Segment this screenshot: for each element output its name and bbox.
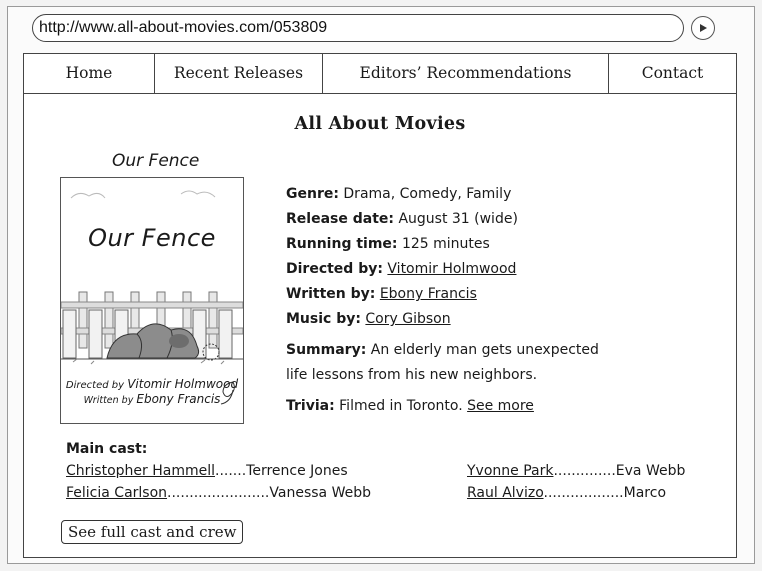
cast-actor-link[interactable]: Felicia Carlson — [66, 485, 168, 501]
genre-value: Drama, Comedy, Family — [343, 186, 512, 202]
directed-by-line: Directed by: Vitomir Holmwood — [286, 261, 517, 277]
music-by-line: Music by: Cory Gibson — [286, 311, 451, 327]
director-link[interactable]: Vitomir Holmwood — [387, 261, 517, 277]
cast-role: Eva Webb — [615, 463, 686, 479]
cast-actor-link[interactable]: Christopher Hammell — [66, 463, 215, 479]
movie-title: Our Fence — [112, 151, 200, 171]
cast-row: Christopher Hammell.......Terrence Jones — [66, 463, 348, 479]
trivia: Trivia: Filmed in Toronto. See more — [286, 398, 534, 414]
cast-row: Yvonne Park..............Eva Webb — [467, 463, 686, 479]
summary-text-1: An elderly man gets unexpected — [370, 342, 599, 358]
cast-role: Marco — [623, 485, 667, 501]
nav-editors-recommendations[interactable]: Editors’ Recommendations — [323, 54, 609, 93]
cast-actor-link[interactable]: Raul Alvizo — [467, 485, 544, 501]
site-title: All About Movies — [294, 114, 466, 134]
cast-row: Felicia Carlson.......................Vanessa Webb — [66, 485, 371, 501]
nav-recent-releases[interactable]: Recent Releases — [155, 54, 323, 93]
nav-home[interactable]: Home — [24, 54, 155, 93]
running-time-value: 125 minutes — [401, 236, 490, 252]
movie-poster — [60, 177, 244, 424]
trivia-text: Filmed in Toronto. — [339, 398, 463, 414]
nav-contact[interactable]: Contact — [641, 64, 704, 82]
cast-role: Terrence Jones — [246, 463, 348, 479]
play-icon — [698, 23, 708, 33]
poster-director-credit: Directed by Vitomir Holmwood — [65, 377, 239, 391]
running-time-line: Running time: 125 minutes — [286, 236, 490, 252]
poster-title: Our Fence — [88, 224, 216, 252]
summary-text-2: life lessons from his new neighbors. — [286, 367, 538, 383]
summary: Summary: An elderly man gets unexpected life lessons from his new neighbors. — [286, 338, 726, 388]
composer-link[interactable]: Cory Gibson — [365, 311, 451, 327]
cast-role: Vanessa Webb — [269, 485, 371, 501]
cast-actor-link[interactable]: Yvonne Park — [467, 463, 554, 479]
movie-info — [286, 182, 726, 419]
see-more-link[interactable]: See more — [467, 398, 534, 414]
see-full-cast-button[interactable]: See full cast and crew — [61, 520, 243, 544]
main-cast — [66, 438, 726, 501]
written-by-line: Written by: Ebony Francis — [286, 286, 477, 302]
release-date-value: August 31 (wide) — [398, 211, 518, 227]
poster-writer-credit: Written by Ebony Francis — [83, 392, 221, 406]
cast-row: Raul Alvizo..................Marco — [467, 485, 667, 501]
writer-link[interactable]: Ebony Francis — [379, 286, 477, 302]
address-bar[interactable]: http://www.all-about-movies.com/053809 — [32, 14, 684, 42]
main-cast-header: Main cast: — [66, 441, 148, 457]
genre-line: Genre: Drama, Comedy, Family — [286, 186, 512, 202]
go-button[interactable] — [691, 16, 715, 40]
release-date-line: Release date: August 31 (wide) — [286, 211, 518, 227]
web-page — [23, 53, 737, 558]
nav-bar — [24, 54, 736, 94]
